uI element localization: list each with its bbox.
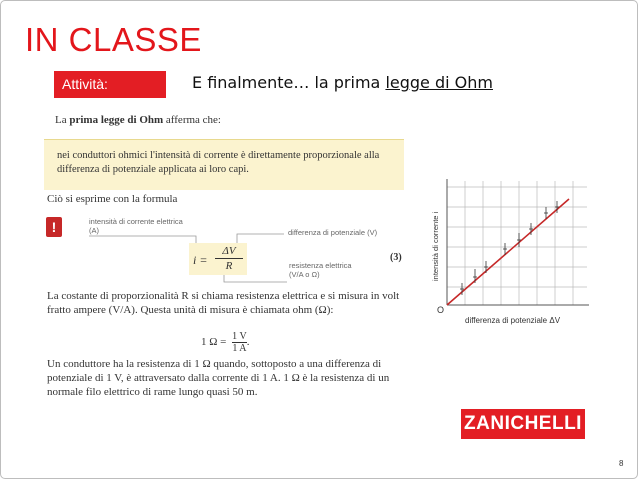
ohm-fraction	[232, 331, 247, 354]
zanichelli-logo: ZANICHELLI	[461, 409, 585, 439]
ohm-lhs: 1 Ω =	[201, 336, 227, 349]
headline-underlined: legge di Ohm	[385, 73, 493, 92]
formula-denominator: R	[225, 260, 233, 272]
slide-title: IN CLASSE	[25, 21, 202, 58]
ohm-denominator: 1 A	[232, 343, 247, 354]
intro-prefix: La	[55, 114, 70, 126]
paragraph-definition-ohm: Un conduttore ha la resistenza di 1 Ω quando, sottoposto a una differenza di potenziale di 1 V, è attraversato dalla corrente di 1 A. 1 Ω è la resistenza di un normale filo elettrico di rame lungo quasi 50 m.	[47, 358, 390, 398]
graph-origin: O	[437, 305, 445, 315]
ohm-end: .	[246, 336, 250, 349]
annotation-current: intensità di corrente elettrica (A)	[89, 217, 183, 235]
formula-numerator: ΔV	[222, 245, 236, 257]
annotation-resistance-1: resistenza elettrica	[289, 261, 352, 270]
ohm-numerator: 1 V	[232, 331, 247, 342]
graph-xlabel: differenza di potenziale ΔV	[465, 316, 561, 325]
definition-text: nei conduttori ohmici l'intensità di corrente è direttamente proporzionale alla differenza di potenziale applicata ai loro capi.	[57, 150, 380, 175]
error-bars	[460, 201, 559, 295]
ohm-unit-equation	[201, 331, 249, 354]
equation-number: (3)	[390, 252, 402, 263]
headline	[192, 73, 493, 92]
annotation-resistance-2: (V/A o Ω)	[289, 270, 320, 279]
activity-badge: Attività:	[54, 71, 166, 98]
formula-fraction	[215, 245, 243, 272]
ohm-law-graph	[429, 173, 594, 338]
paragraph-resistance: La costante di proporzionalità R si chiama resistenza elettrica e si misura in volt fratto ampere (V/A). Questa unità di misura è chiamata ohm (Ω):	[47, 290, 400, 316]
headline-prefix: E finalmente… la prima	[192, 73, 386, 92]
ohm-formula-box	[189, 243, 247, 275]
formula-lhs: i =	[193, 253, 208, 267]
page-number: 8	[619, 459, 624, 468]
warning-icon: !	[46, 217, 62, 237]
intro-suffix: afferma che:	[163, 114, 221, 126]
formula-intro: Ciò si esprime con la formula	[47, 193, 178, 205]
intro-bold: prima legge di Ohm	[69, 114, 164, 126]
annotation-voltage: differenza di potenziale (V)	[288, 228, 378, 237]
graph-ylabel: intensità di corrente i	[431, 211, 440, 281]
